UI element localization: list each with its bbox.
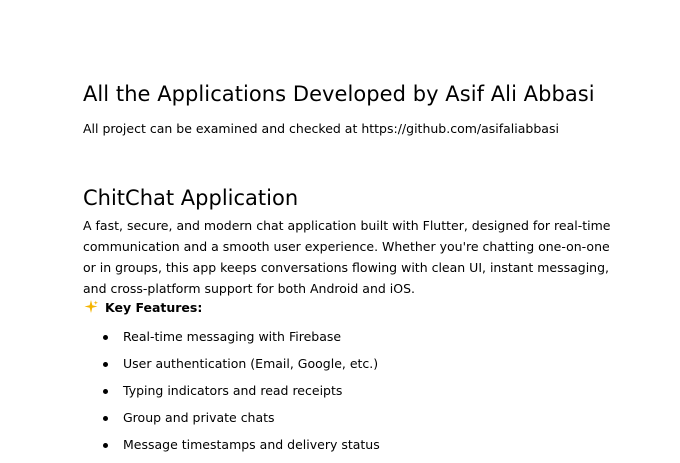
sparkles-icon: [83, 299, 99, 315]
feature-item-label: Real-time messaging with Firebase: [123, 329, 342, 344]
document-title: All the Applications Developed by Asif Ali Abbasi: [83, 82, 595, 106]
feature-item: [103, 409, 380, 436]
feature-item-label: User authentication (Email, Google, etc.): [123, 356, 379, 371]
feature-item: [103, 355, 380, 382]
bullet-icon: [103, 335, 108, 340]
feature-item-label: Group and private chats: [123, 410, 275, 425]
feature-item: [103, 328, 380, 355]
feature-list: [103, 328, 380, 463]
bullet-icon: [103, 443, 108, 448]
features-heading: [83, 299, 202, 315]
feature-item-label: Typing indicators and read receipts: [123, 383, 343, 398]
bullet-icon: [103, 362, 108, 367]
feature-item: [103, 382, 380, 409]
bullet-icon: [103, 416, 108, 421]
feature-item-label: Message timestamps and delivery status: [123, 437, 380, 452]
section-description: A fast, secure, and modern chat application built with Flutter, designed for real-time communication and a smooth user experience. Whether you're chatting one-on-one or in groups, this app keeps conversations flowing with clean UI, instant messaging, and cross-platform support for both Android and iOS.: [83, 218, 611, 296]
bullet-icon: [103, 389, 108, 394]
section-title: ChitChat Application: [83, 186, 299, 210]
features-heading-label: Key Features:: [105, 299, 203, 315]
document-subtitle: All project can be examined and checked at https://github.com/asifaliabbasi: [83, 121, 559, 136]
